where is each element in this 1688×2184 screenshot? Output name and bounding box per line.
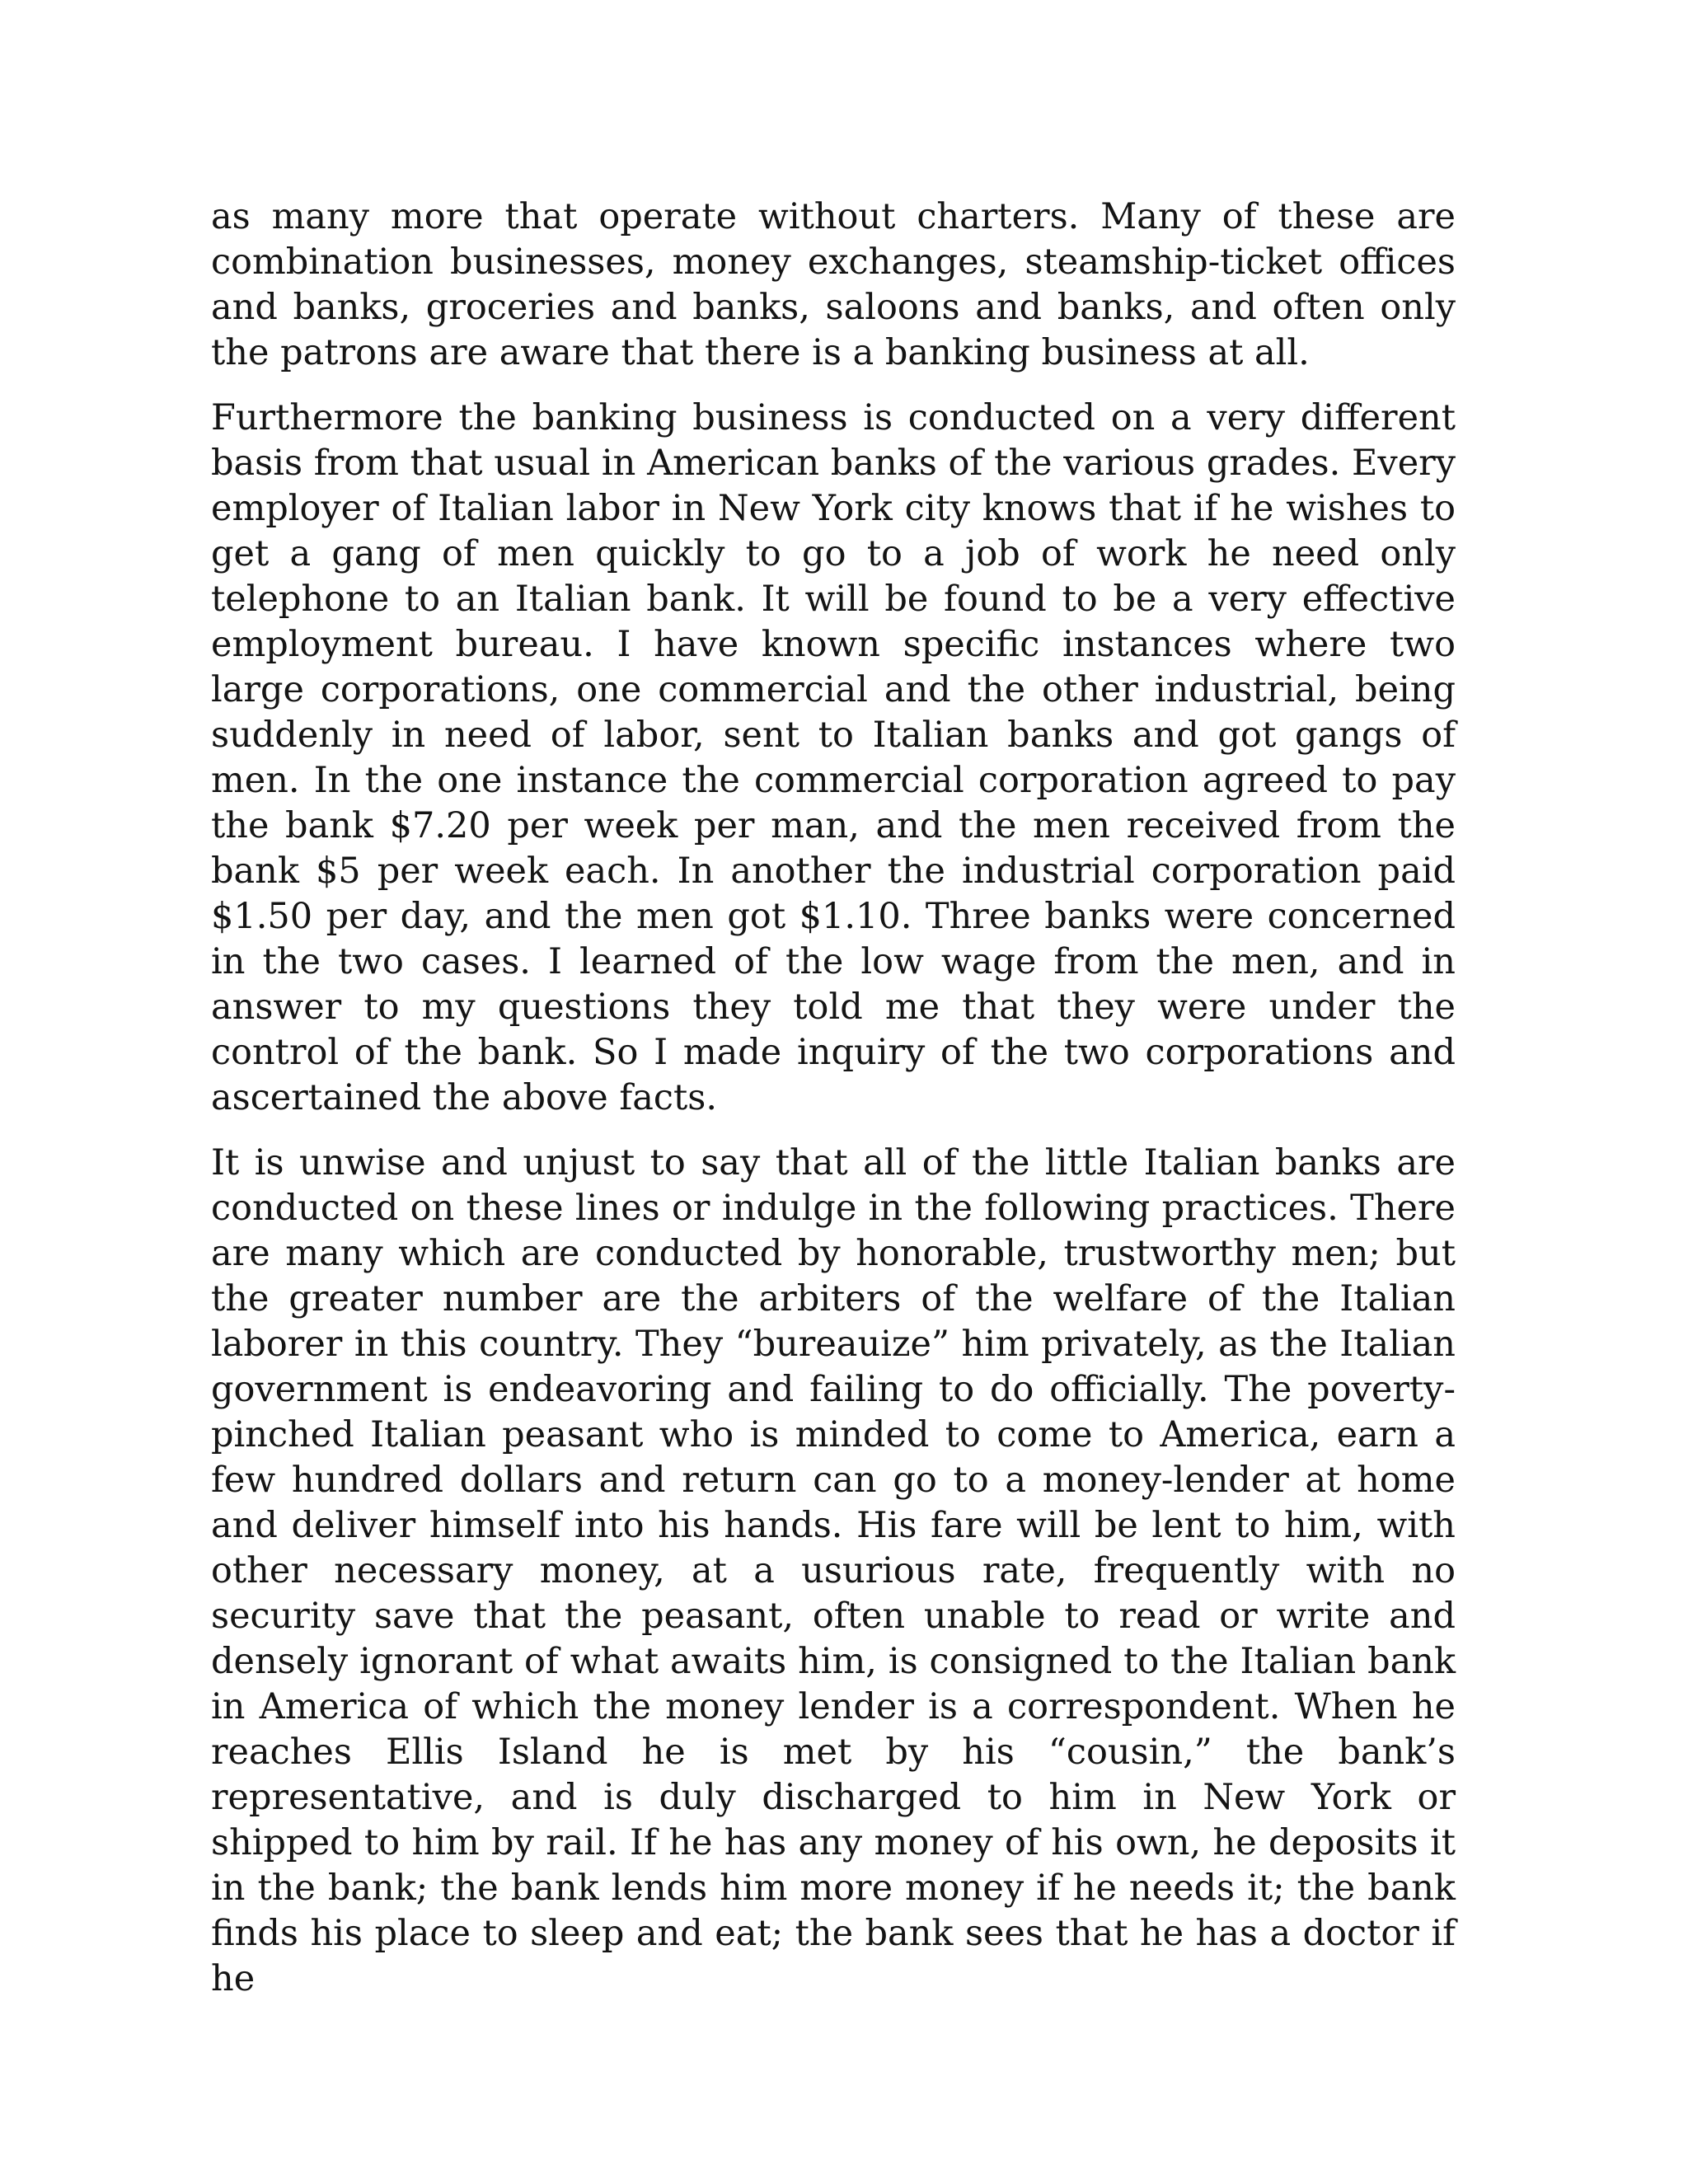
paragraph-2: Furthermore the banking business is conducted on a very different basis from that usual in American banks of the various grades. Every employer of Italian labor in New York city knows that if he wishes to get a gang of men quickly to go to a job of work he need only telephone to an Italian bank. It will be found to be a very effective employment bureau. I have known specific instances where two large corporations, one commercial and the other industrial, being suddenly in need of labor, sent to Italian banks and got gangs of men. In the one instance the commercial corporation agreed to pay the bank $7.20 per week per man, and the men received from the bank $5 per week each. In another the industrial corporation paid $1.50 per day, and the men got $1.10. Three banks were concerned in the two cases. I learned of the low wage from the men, and in answer to my questions they told me that they were under the control of the bank. So I made inquiry of the two corporations and ascertained the above facts. bbox=[211, 397, 1456, 1118]
paragraph-3: It is unwise and unjust to say that all of the little Italian banks are conducted on these lines or indulge in the following practices. There are many which are conducted by honorable, trustworthy men; but the greater number are the arbiters of the welfare of the Italian laborer in this country. They “bureauize” him privately, as the Italian government is endeavoring and failing to do officially. The poverty-pinched Italian peasant who is minded to come to America, earn a few hundred dollars and return can go to a money-lender at home and deliver himself into his hands. His fare will be lent to him, with other necessary money, at a usurious rate, frequently with no security save that the peasant, often unable to read or write and densely ignorant of what awaits him, is consigned to the Italian bank in America of which the money lender is a correspondent. When he reaches Ellis Island he is met by his “cousin,” the bank’s representative, and is duly discharged to him in New York or shipped to him by rail. If he has any money of his own, he deposits it in the bank; the bank lends him more money if he needs it; the bank finds his place to sleep and eat; the bank sees that he has a doctor if he bbox=[211, 1142, 1456, 1999]
document-page bbox=[211, 194, 1456, 2022]
paragraph-1: as many more that operate without charters. Many of these are combination businesses, money exchanges, steamship-ticket offices and banks, groceries and banks, saloons and banks, and often only the patrons are aware that there is a banking business at all. bbox=[211, 196, 1456, 373]
